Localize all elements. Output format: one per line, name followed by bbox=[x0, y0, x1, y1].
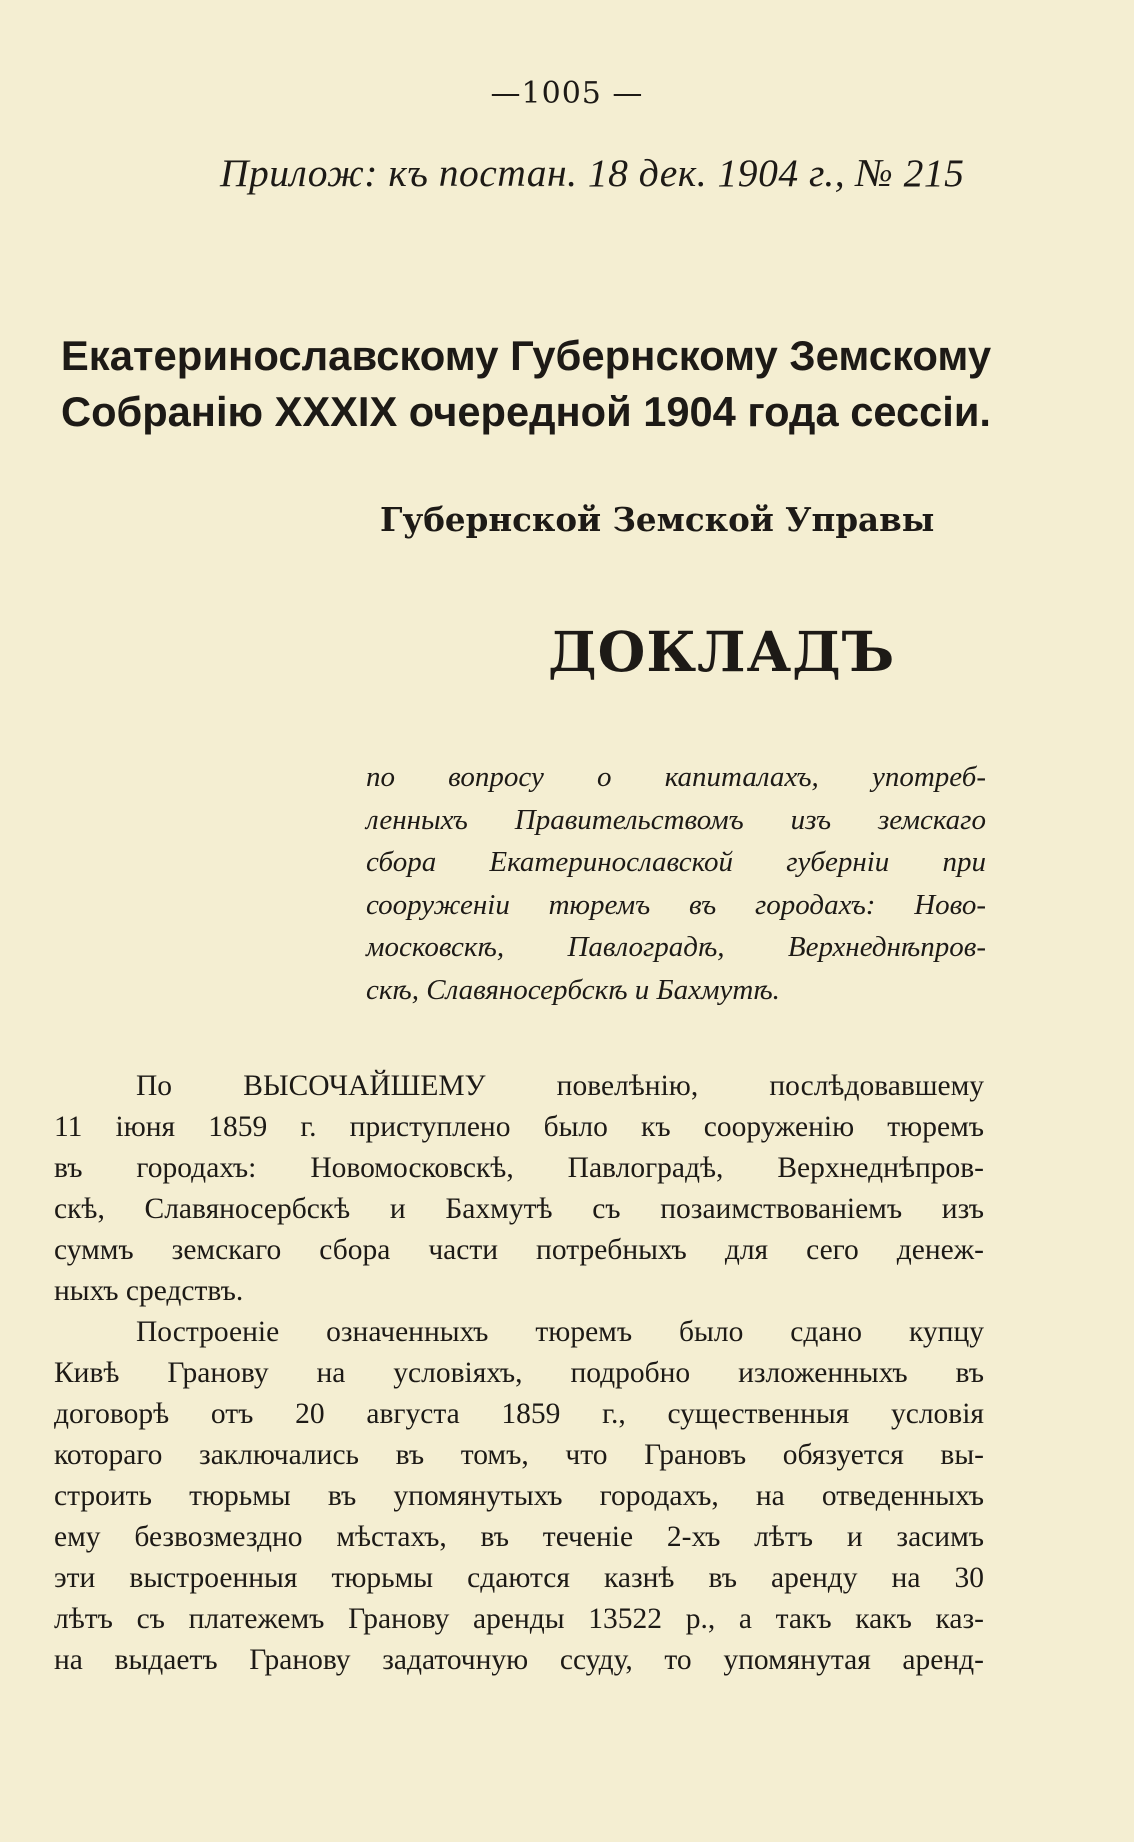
text-line: котораго заключались въ томъ, что Грановъ обязуется вы- bbox=[54, 1439, 984, 1471]
text-line: эти выстроенныя тюрьмы сдаются казнѣ въ аренду на 30 bbox=[54, 1562, 984, 1594]
text-line: на выдаетъ Гранову задаточную ссуду, то упомянутая аренд- bbox=[54, 1644, 984, 1676]
subject-line: скѣ, Славяносербскѣ и Бахмутѣ. bbox=[366, 973, 780, 1006]
text-line: ныхъ средствъ. bbox=[54, 1275, 244, 1307]
body-text bbox=[54, 1066, 984, 1681]
text-line: въ городахъ: Новомосковскѣ, Павлоградѣ, Верхнеднѣпров- bbox=[54, 1152, 984, 1184]
subject-line: сооруженіи тюремъ въ городахъ: Ново- bbox=[366, 888, 986, 921]
text-line: лѣтъ съ платежемъ Гранову аренды 13522 р., а такъ какъ каз- bbox=[54, 1603, 984, 1635]
text-line: 11 іюня 1859 г. приступлено было къ сооруженію тюремъ bbox=[54, 1111, 984, 1143]
paragraph-2 bbox=[54, 1312, 984, 1681]
addressee-line-1: Екатеринославскому Губернскому Земскому bbox=[60, 332, 992, 379]
text-line: договорѣ отъ 20 августа 1859 г., существенныя условія bbox=[54, 1398, 984, 1430]
text-line: ему безвозмездно мѣстахъ, въ теченіе 2-хъ лѣтъ и засимъ bbox=[54, 1521, 984, 1553]
text-line: суммъ земскаго сбора части потребныхъ для сего денеж- bbox=[54, 1234, 984, 1266]
document-title: ДОКЛАДЪ bbox=[548, 620, 896, 684]
authority-heading: Губернской Земской Управы bbox=[380, 500, 935, 539]
addressee-line-2: Собранію XXXIX очередной 1904 года сессіи. bbox=[61, 388, 991, 435]
subject-line: московскѣ, Павлоградѣ, Верхнеднѣпров- bbox=[366, 931, 986, 963]
addressee-heading bbox=[56, 328, 996, 440]
text-line: строить тюрьмы въ упомянутыхъ городахъ, на отведенныхъ bbox=[54, 1480, 984, 1512]
text-line: Кивѣ Гранову на условіяхъ, подробно изложенныхъ въ bbox=[54, 1357, 984, 1389]
attachment-note: Прилож: къ постан. 18 дек. 1904 г., № 215 bbox=[220, 151, 965, 195]
page-number: —1005 — bbox=[490, 76, 644, 111]
subject-line: по вопросу о капиталахъ, употреб- bbox=[366, 761, 986, 793]
text-line: скѣ, Славяносербскѣ и Бахмутѣ съ позаимствованіемъ изъ bbox=[54, 1193, 984, 1225]
subject-line: сбора Екатеринославской губерніи при bbox=[366, 846, 986, 878]
subject-line: ленныхъ Правительствомъ изъ земскаго bbox=[366, 803, 986, 836]
subject-block bbox=[366, 756, 986, 1011]
text-line: Построеніе означенныхъ тюремъ было сдано купцу bbox=[136, 1316, 984, 1348]
text-line: По ВЫСОЧАЙШЕМУ повелѣнію, послѣдовавшему bbox=[136, 1070, 984, 1102]
paragraph-1 bbox=[54, 1066, 984, 1312]
